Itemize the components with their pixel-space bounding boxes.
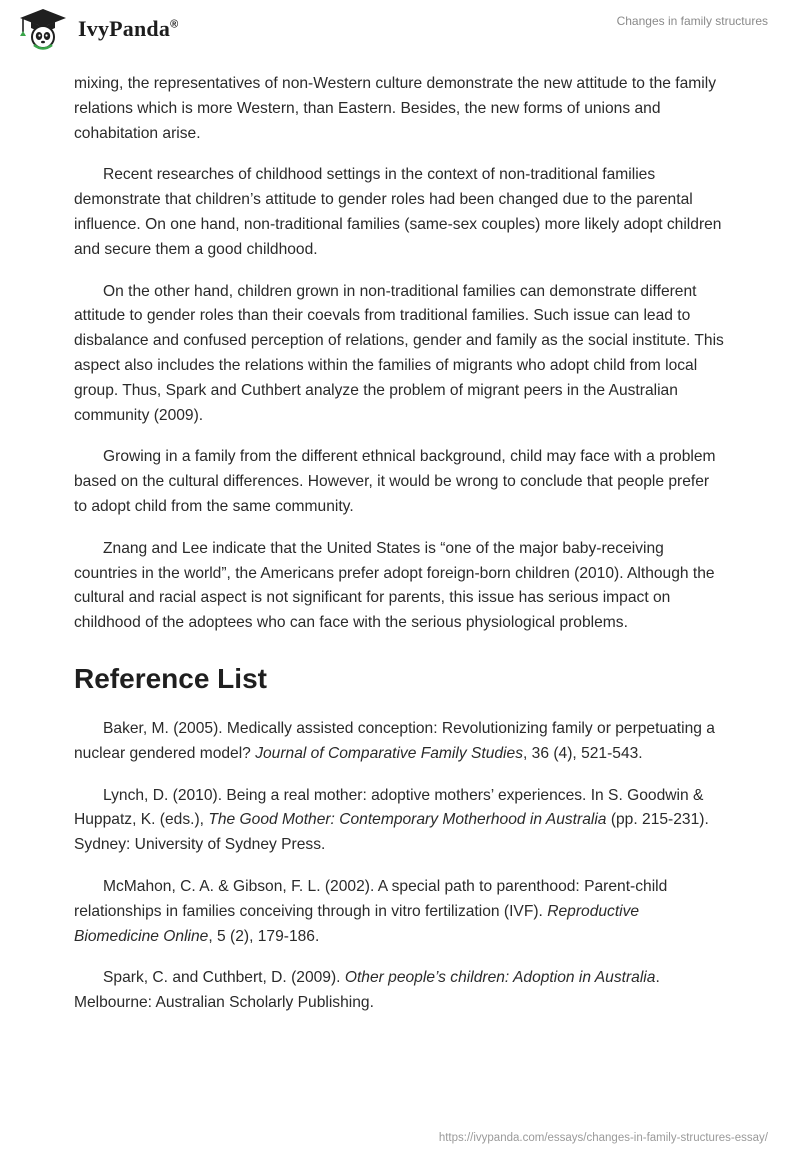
panda-mascot-icon — [14, 6, 72, 50]
essay-content — [74, 72, 726, 1033]
paragraph-continuation: mixing, the representatives of non-Western culture demonstrate the new attitude to the family relations which is more Western, than Eastern. Besides, the new forms of unions and cohabitation arise. — [74, 75, 716, 142]
reference-item: Lynch, D. (2010). Being a real mother: adoptive mothers’ experiences. In S. Goodwin & Huppatz, K. (eds.), The Good Mother: Contemporary Motherhood in Australia (pp. 215-231). Sydney: University of Sydney Press. — [74, 786, 709, 854]
registered-mark: ® — [170, 18, 179, 31]
paragraph: On the other hand, children grown in non-traditional families can demonstrate different attitude to gender roles than their coevals from traditional families. Such issue can lead to disbalance and confused perception of relations, gender and family as the social institute. This aspect also includes the relations within the families of migrants who adopt child from local group. Thus, Spark and Cuthbert analyze the problem of migrant peers in the Australian community (2009). — [74, 282, 724, 424]
reference-item: Spark, C. and Cuthbert, D. (2009). Other people’s children: Adoption in Australia. Melbourne: Australian Scholarly Publishing. — [74, 969, 660, 1012]
reference-item: Baker, M. (2005). Medically assisted conception: Revolutionizing family or perpetuating a nuclear gendered model? Journal of Comparative Family Studies, 36 (4), 521-543. — [74, 719, 715, 762]
ivypanda-logo[interactable] — [14, 6, 178, 50]
document-title: Changes in family structures — [616, 14, 768, 28]
reference-list-heading: Reference List — [74, 662, 267, 694]
paragraph: Znang and Lee indicate that the United States is “one of the major baby-receiving countries in the world”, the Americans prefer adopt foreign-born children (2010). Although the cultural and racial aspect is not significant for parents, this issue has serious impact on childhood of the adoptees who can face with the serious physiological problems. — [74, 539, 715, 632]
reference-source-title: Reproductive Biomedicine Online — [74, 902, 640, 945]
reference-source-title: Journal of Comparative Family Studies — [255, 744, 523, 762]
brand-name: IvyPanda® — [78, 16, 179, 41]
reference-source-title: Other people’s children: Adoption in Australia — [344, 969, 656, 987]
reference-item: McMahon, C. A. & Gibson, F. L. (2002). A special path to parenthood: Parent-child relationships in families conceiving through in vitro fertilization (IVF). Reproductive Biomedicine Online, 5 (2), 179-186. — [74, 877, 668, 945]
page-header — [0, 0, 800, 70]
paragraph: Growing in a family from the different ethnical background, child may face with a problem based on the cultural differences. However, it would be wrong to conclude that people prefer to adopt child from the same community. — [74, 448, 716, 515]
paragraph: Recent researches of childhood settings in the context of non-traditional families demonstrate that children’s attitude to gender roles had been changed due to the parental influence. On one hand, non-traditional families (same-sex couples) more likely adopt children and secure them a good childhood. — [74, 166, 722, 258]
source-url[interactable]: https://ivypanda.com/essays/changes-in-family-structures-essay/ — [438, 1132, 768, 1144]
reference-source-title: The Good Mother: Contemporary Motherhood in Australia — [208, 811, 607, 829]
